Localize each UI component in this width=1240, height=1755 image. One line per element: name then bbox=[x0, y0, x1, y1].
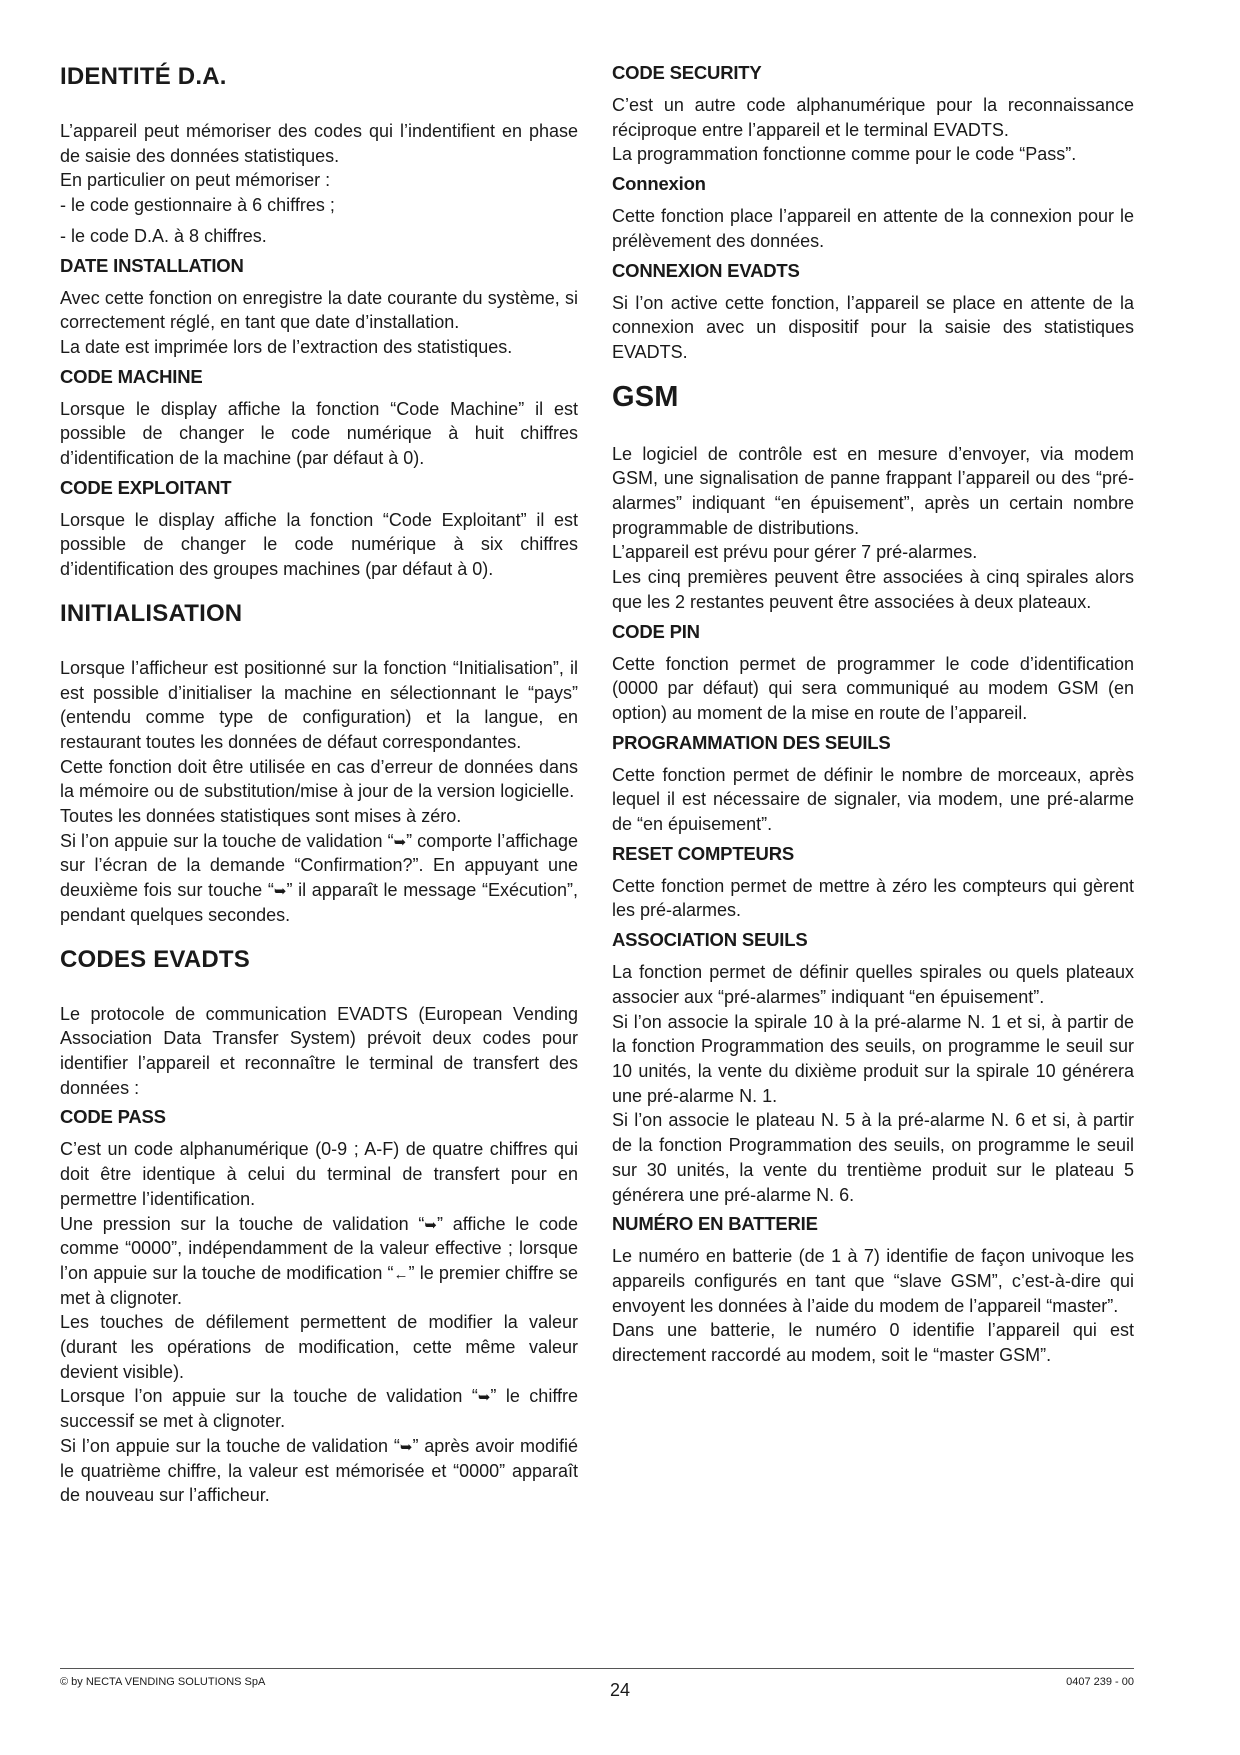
paragraph: C’est un code alphanumérique (0-9 ; A-F) de quatre chiffres qui doit être identique à celui du terminal de transfert pour en permettre l’identification. bbox=[60, 1139, 578, 1209]
section-title-identite: IDENTITÉ D.A. bbox=[60, 63, 227, 90]
document-code: 0407 239 - 00 bbox=[1066, 1676, 1134, 1688]
subsection-title-code-machine: CODE MACHINE bbox=[60, 365, 203, 387]
paragraph: Cette fonction permet de programmer le code d’identification (0000 par défaut) qui sera communiqué au modem GSM (en option) au moment de la mise en route de l’appareil. bbox=[612, 653, 1134, 723]
text-fragment: ” affiche le code comme “0000”, indépendamment de la valeur effective ; lorsque l’on appuie sur la touche de modification “ bbox=[60, 1213, 578, 1283]
left-column bbox=[60, 62, 578, 1513]
subsection-title-date-installation: DATE INSTALLATION bbox=[60, 254, 244, 276]
text-fragment: ” le chiffre successif se met à clignoter. bbox=[60, 1386, 578, 1432]
list-item: - le code gestionnaire à 6 chiffres ; bbox=[60, 195, 335, 216]
section-title-initialisation: INITIALISATION bbox=[60, 599, 243, 627]
paragraph: Cette fonction permet de définir le nombre de morceaux, après lequel il est nécessaire de signaler, via modem, une pré-alarme de “en épuisement”. bbox=[612, 764, 1134, 835]
section-code-pass bbox=[60, 1137, 578, 1508]
text-fragment: ” le premier chiffre se met à clignoter. bbox=[60, 1262, 578, 1308]
subsection-title-numero-batterie: NUMÉRO EN BATTERIE bbox=[612, 1213, 818, 1235]
section-code-exploitant bbox=[60, 508, 578, 582]
text-fragment: ” il apparaît le message “Exécution”, pendant quelques secondes. bbox=[60, 880, 578, 925]
section-connexion-evadts bbox=[612, 291, 1134, 365]
paragraph: La date est imprimée lors de l’extraction des statistiques. bbox=[60, 336, 513, 357]
paragraph: Cette fonction place l’appareil en attente de la connexion pour le prélèvement des données. bbox=[612, 206, 1134, 251]
subsection-title-code-security: CODE SECURITY bbox=[612, 62, 762, 83]
section-title-gsm: GSM bbox=[612, 380, 679, 413]
paragraph: L’appareil est prévu pour gérer 7 pré-alarmes. bbox=[612, 542, 978, 563]
subsection-title-code-exploitant: CODE EXPLOITANT bbox=[60, 476, 232, 498]
paragraph: Lorsque l’afficheur est positionné sur la fonction “Initialisation”, il est possible d’initialiser la machine en sélectionnant le “pays” (entendu comme type de configuration) et la langue, en restaurant toutes les données de défaut correspondantes. bbox=[60, 657, 578, 752]
section-reset-compteurs bbox=[612, 874, 1134, 923]
subsection-title-connexion: Connexion bbox=[612, 173, 706, 195]
section-date-installation bbox=[60, 286, 578, 360]
section-identite bbox=[60, 119, 578, 249]
paragraph: C’est un autre code alphanumérique pour la reconnaissance réciproque entre l’appareil et le terminal EVADTS. bbox=[612, 95, 1134, 140]
paragraph: Le logiciel de contrôle est en mesure d’envoyer, via modem GSM, une signalisation de panne frappant l’appareil ou des “pré-alarmes” indiquant “en épuisement”, après un certain nombre programmable de distributions. bbox=[612, 443, 1134, 538]
enter-key-icon: ➥ bbox=[273, 883, 287, 901]
section-connexion bbox=[612, 204, 1134, 253]
paragraph bbox=[60, 1212, 578, 1311]
paragraph: Toutes les données statistiques sont mises à zéro. bbox=[60, 806, 462, 827]
subsection-title-association-seuils: ASSOCIATION SEUILS bbox=[612, 929, 808, 951]
enter-key-icon: ➥ bbox=[399, 1438, 413, 1456]
section-numero-batterie bbox=[612, 1244, 1134, 1368]
section-code-machine bbox=[60, 397, 578, 471]
section-association-seuils bbox=[612, 960, 1134, 1207]
paragraph: Le protocole de communication EVADTS (European Vending Association Data Transfer System) prévoit deux codes pour identifier l’appareil et reconnaître le terminal de transfert des données : bbox=[60, 1003, 578, 1098]
paragraph: En particulier on peut mémoriser : bbox=[60, 170, 331, 191]
section-codes-evadts bbox=[60, 1002, 578, 1101]
subsection-title-programmation-seuils: PROGRAMMATION DES SEUILS bbox=[612, 731, 891, 753]
text-fragment: ” comporte l’affichage sur l’écran de la demande “Confirmation?”. En appuyant une deuxième fois sur touche “ bbox=[60, 830, 578, 901]
section-code-pin bbox=[612, 652, 1134, 726]
section-title-codes-evadts: CODES EVADTS bbox=[60, 945, 250, 973]
paragraph: Lorsque le display affiche la fonction “Code Machine” il est possible de changer le code numérique à huit chiffres d’identification de la machine (par défaut à 0). bbox=[60, 398, 578, 469]
right-column bbox=[612, 62, 1134, 1373]
paragraph: Cette fonction doit être utilisée en cas d’erreur de données dans la mémoire ou de substitution/mise à jour de la version logicielle. bbox=[60, 756, 578, 802]
subsection-title-reset-compteurs: RESET COMPTEURS bbox=[612, 842, 795, 864]
paragraph: Lorsque le display affiche la fonction “Code Exploitant” il est possible de changer le code numérique à six chiffres d’identification des groupes machines (par défaut à 0). bbox=[60, 509, 578, 580]
section-gsm bbox=[612, 442, 1134, 615]
section-initialisation bbox=[60, 656, 578, 928]
footer-divider bbox=[60, 1668, 1134, 1669]
paragraph: Si l’on associe la spirale 10 à la pré-alarme N. 1 et si, à partir de la fonction Programmation des seuils, on programme le seuil sur 10 unités, la vente du dixième produit sur la spirale 10 générera une pré-alarme N. 1. bbox=[612, 1011, 1134, 1106]
paragraph bbox=[60, 1434, 578, 1508]
paragraph: La fonction permet de définir quelles spirales ou quels plateaux associer aux “pré-alarmes” indiquant “en épuisement”. bbox=[612, 962, 1134, 1007]
paragraph: Le numéro en batterie (de 1 à 7) identifie de façon univoque les appareils configurés en tant que “slave GSM”, c’est-à-dire qui envoyent les données à l’aide du modem de l’appareil “master”. bbox=[612, 1246, 1134, 1316]
paragraph: L’appareil peut mémoriser des codes qui l’indentifient en phase de saisie des données statistiques. bbox=[60, 121, 578, 166]
enter-key-icon: ➥ bbox=[477, 1389, 491, 1407]
text-fragment: Lorsque l’on appuie sur la touche de validation “ bbox=[60, 1386, 478, 1407]
paragraph: Si l’on active cette fonction, l’appareil se place en attente de la connexion avec un dispositif pour la saisie des statistiques EVADTS. bbox=[612, 292, 1134, 362]
paragraph bbox=[60, 1384, 578, 1433]
paragraph bbox=[60, 829, 578, 928]
footer-copyright: © by NECTA VENDING SOLUTIONS SpA bbox=[60, 1676, 266, 1688]
paragraph: Dans une batterie, le numéro 0 identifie l’appareil qui est directement raccordé au modem, soit le “master GSM”. bbox=[612, 1320, 1134, 1366]
subsection-title-connexion-evadts: CONNEXION EVADTS bbox=[612, 259, 800, 281]
subsection-title-code-pin: CODE PIN bbox=[612, 620, 700, 642]
subsection-title-code-pass: CODE PASS bbox=[60, 1106, 166, 1128]
section-programmation-seuils bbox=[612, 763, 1134, 837]
text-fragment: Si l’on appuie sur la touche de validation “ bbox=[60, 1435, 400, 1456]
paragraph: Les cinq premières peuvent être associées à cinq spirales alors que les 2 restantes peuvent être associées à deux plateaux. bbox=[612, 567, 1134, 612]
paragraph: Les touches de défilement permettent de modifier la valeur (durant les opérations de modification, cette même valeur devient visible). bbox=[60, 1312, 578, 1382]
enter-key-icon: ➥ bbox=[393, 833, 407, 851]
modify-key-icon: ← bbox=[393, 1265, 409, 1283]
text-fragment: Une pression sur la touche de validation “ bbox=[60, 1213, 425, 1234]
text-fragment: ” après avoir modifié le quatrième chiffre, la valeur est mémorisée et “0000” apparaît de nouveau sur l’afficheur. bbox=[60, 1435, 578, 1506]
paragraph: Si l’on associe le plateau N. 5 à la pré-alarme N. 6 et si, à partir de la fonction Programmation des seuils, on programme le seuil sur 30 unités, la vente du trentième produit sur le plateau 5 générera une pré-alarme N. 6. bbox=[612, 1110, 1134, 1205]
paragraph: La programmation fonctionne comme pour le code “Pass”. bbox=[612, 144, 1077, 165]
paragraph: Avec cette fonction on enregistre la date courante du système, si correctement réglé, en tant que date d’installation. bbox=[60, 287, 578, 333]
text-fragment: Si l’on appuie sur la touche de validation “ bbox=[60, 830, 394, 851]
enter-key-icon: ➥ bbox=[424, 1216, 437, 1234]
page-number: 24 bbox=[609, 1680, 631, 1700]
section-code-security bbox=[612, 93, 1134, 167]
paragraph: Cette fonction permet de mettre à zéro les compteurs qui gèrent les pré-alarmes. bbox=[612, 875, 1134, 921]
list-item: - le code D.A. à 8 chiffres. bbox=[60, 225, 267, 246]
